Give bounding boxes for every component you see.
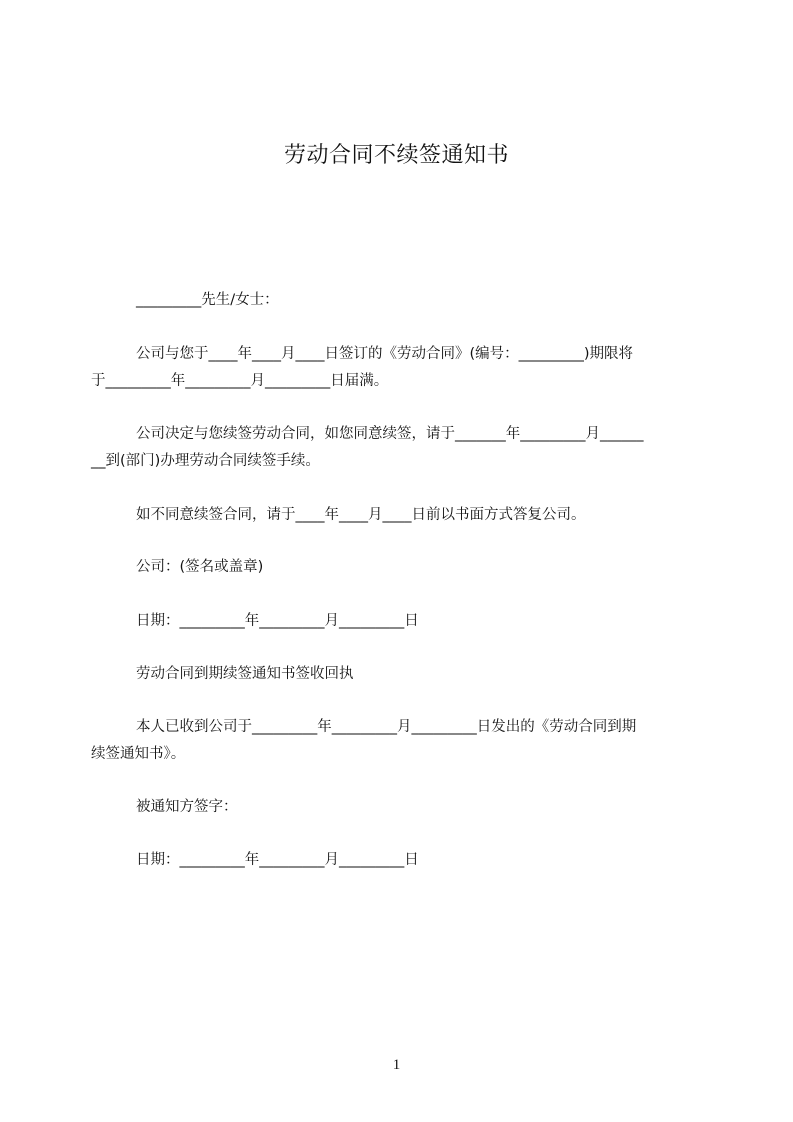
receipt-heading: 劳动合同到期续签通知书签收回执 xyxy=(136,666,354,682)
document-title: 劳动合同不续签通知书 xyxy=(283,143,509,168)
paragraph-2-line-1: 公司决定与您续签劳动合同，如您同意续签，请于_______年_________月______ xyxy=(136,426,644,442)
date-line-2: 日期：_________年_________月_________日 xyxy=(136,852,419,868)
addressee-line: _________先生/女士： xyxy=(136,292,279,308)
paragraph-1-line-2: 于_________年_________月_________日届满。 xyxy=(91,373,389,389)
date-line-1: 日期：_________年_________月_________日 xyxy=(136,613,419,629)
page-number: 1 xyxy=(392,1057,401,1073)
paragraph-2-line-2: __到(部门)办理劳动合同续签手续。 xyxy=(91,453,320,469)
company-signature-line: 公司：(签名或盖章) xyxy=(136,559,264,575)
paragraph-3: 如不同意续签合同，请于____年____月____日前以书面方式答复公司。 xyxy=(136,507,586,523)
receipt-paragraph-line-1: 本人已收到公司于_________年_________月_________日发出的《劳动合同到期 xyxy=(136,719,637,735)
receipt-paragraph-line-2: 续签通知书》。 xyxy=(91,746,186,762)
recipient-signature-line: 被通知方签字： xyxy=(136,799,238,815)
paragraph-1-line-1: 公司与您于____年____月____日签订的《劳动合同》(编号：_________)期限将 xyxy=(136,346,634,362)
